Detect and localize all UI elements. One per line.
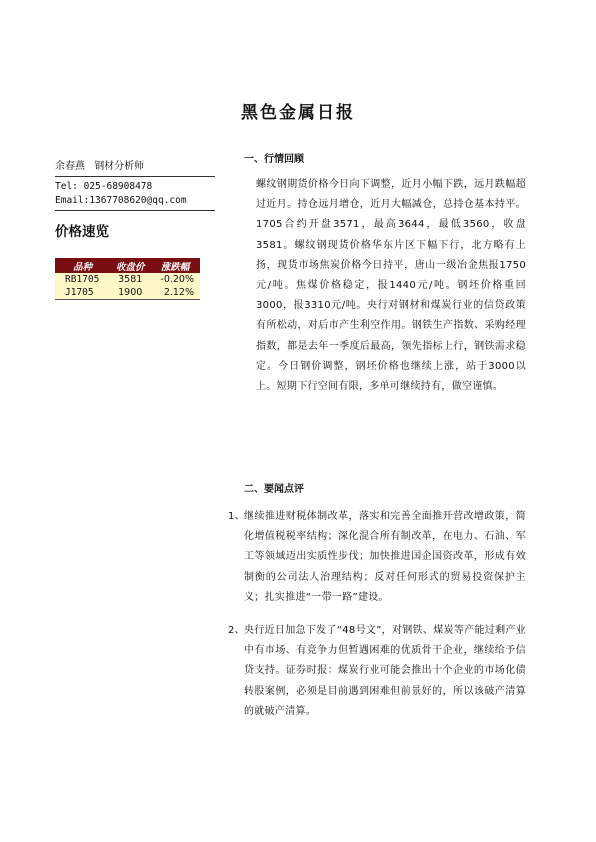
list-item-text: 继续推进财税体制改革，落实和完善全面推开营改增政策，简化增值税税率结构；深化混合所有制改革，在电力、石油、军工等领域迈出实质性步伐；加快推进国企国资改革，形成有效制衡的公司法人治理结构；反对任何形式的贸易投资保护主义；扎实推进“一带一路”建设。 [244,511,526,603]
price-overview-title: 价格速览 [55,224,109,240]
list-item-number: 1、 [228,511,245,522]
header-variety: 品种 [55,258,110,273]
header-change: 涨跌幅 [150,258,200,273]
news-heading: 二、要闻点评 [244,484,304,495]
market-review-section [244,150,526,397]
list-item-text: 央行近日加急下发了“48号文”，对钢铁、煤炭等产能过剩产业中有市场、有竞争力但暂遇困难的优质骨干企业，继续给予信贷支持。证券时报：煤炭行业可能会推出十个企业的市场化债转股案例，必须是目前遇到困难但前景好的，所以该破产清算的就破产清算。 [244,625,526,717]
table-row [55,273,200,286]
list-item [228,507,526,608]
cell-variety: RB1705 [55,273,110,286]
sidebar [55,160,215,300]
cell-close: 3581 [110,273,150,286]
sidebar-divider [55,176,215,177]
sidebar-divider-2 [55,210,215,211]
list-item [228,621,526,722]
list-item-number: 2、 [228,625,245,637]
analyst-role: 钢材分析师 [94,161,145,172]
cell-variety: J1705 [55,286,110,300]
table-row [55,286,200,300]
price-table [55,258,200,300]
market-review-heading: 一、行情回顾 [244,154,304,165]
analyst-info [55,160,215,174]
cell-change: 2.12% [150,286,200,300]
price-table-header [55,258,200,273]
analyst-tel: Tel: 025-68908478 [55,181,153,192]
analyst-name: 余春燕 [55,161,85,172]
cell-change: -0.20% [150,273,200,286]
market-review-text: 螺纹钢期货价格今日向下调整，近月小幅下跌，远月跌幅超过近月。持仓远月增仓，近月大幅减仓，总持仓基本持平。1705合约开盘3571，最高3644，最低3560，收盘3581。螺纹钢现货价格华东片区下幅下行，北方略有上扬，现货市场焦炭价格今日持平，唐山一级冶金焦报1750元/吨。焦煤价格稳定，报1440元/吨。钢坯价格重回3000，报3310元/吨。央行对钢材和煤炭行业的信贷政策有所松动，对后市产生利空作用。钢铁生产指数、采购经理指数，都是去年一季度后最高，领先指标上行，钢铁需求稳定。今日钢价调整，钢坯价格也继续上涨，站于3000以上。短期下行空间有限，多单可继续持有，做空谨慎。 [256,179,526,393]
report-title: 黑色金属日报 [241,103,355,123]
cell-close: 1900 [110,286,150,300]
header-close: 收盘价 [110,258,150,273]
analyst-email: Email:1367708620@qq.com [55,195,187,206]
news-section [228,480,526,722]
